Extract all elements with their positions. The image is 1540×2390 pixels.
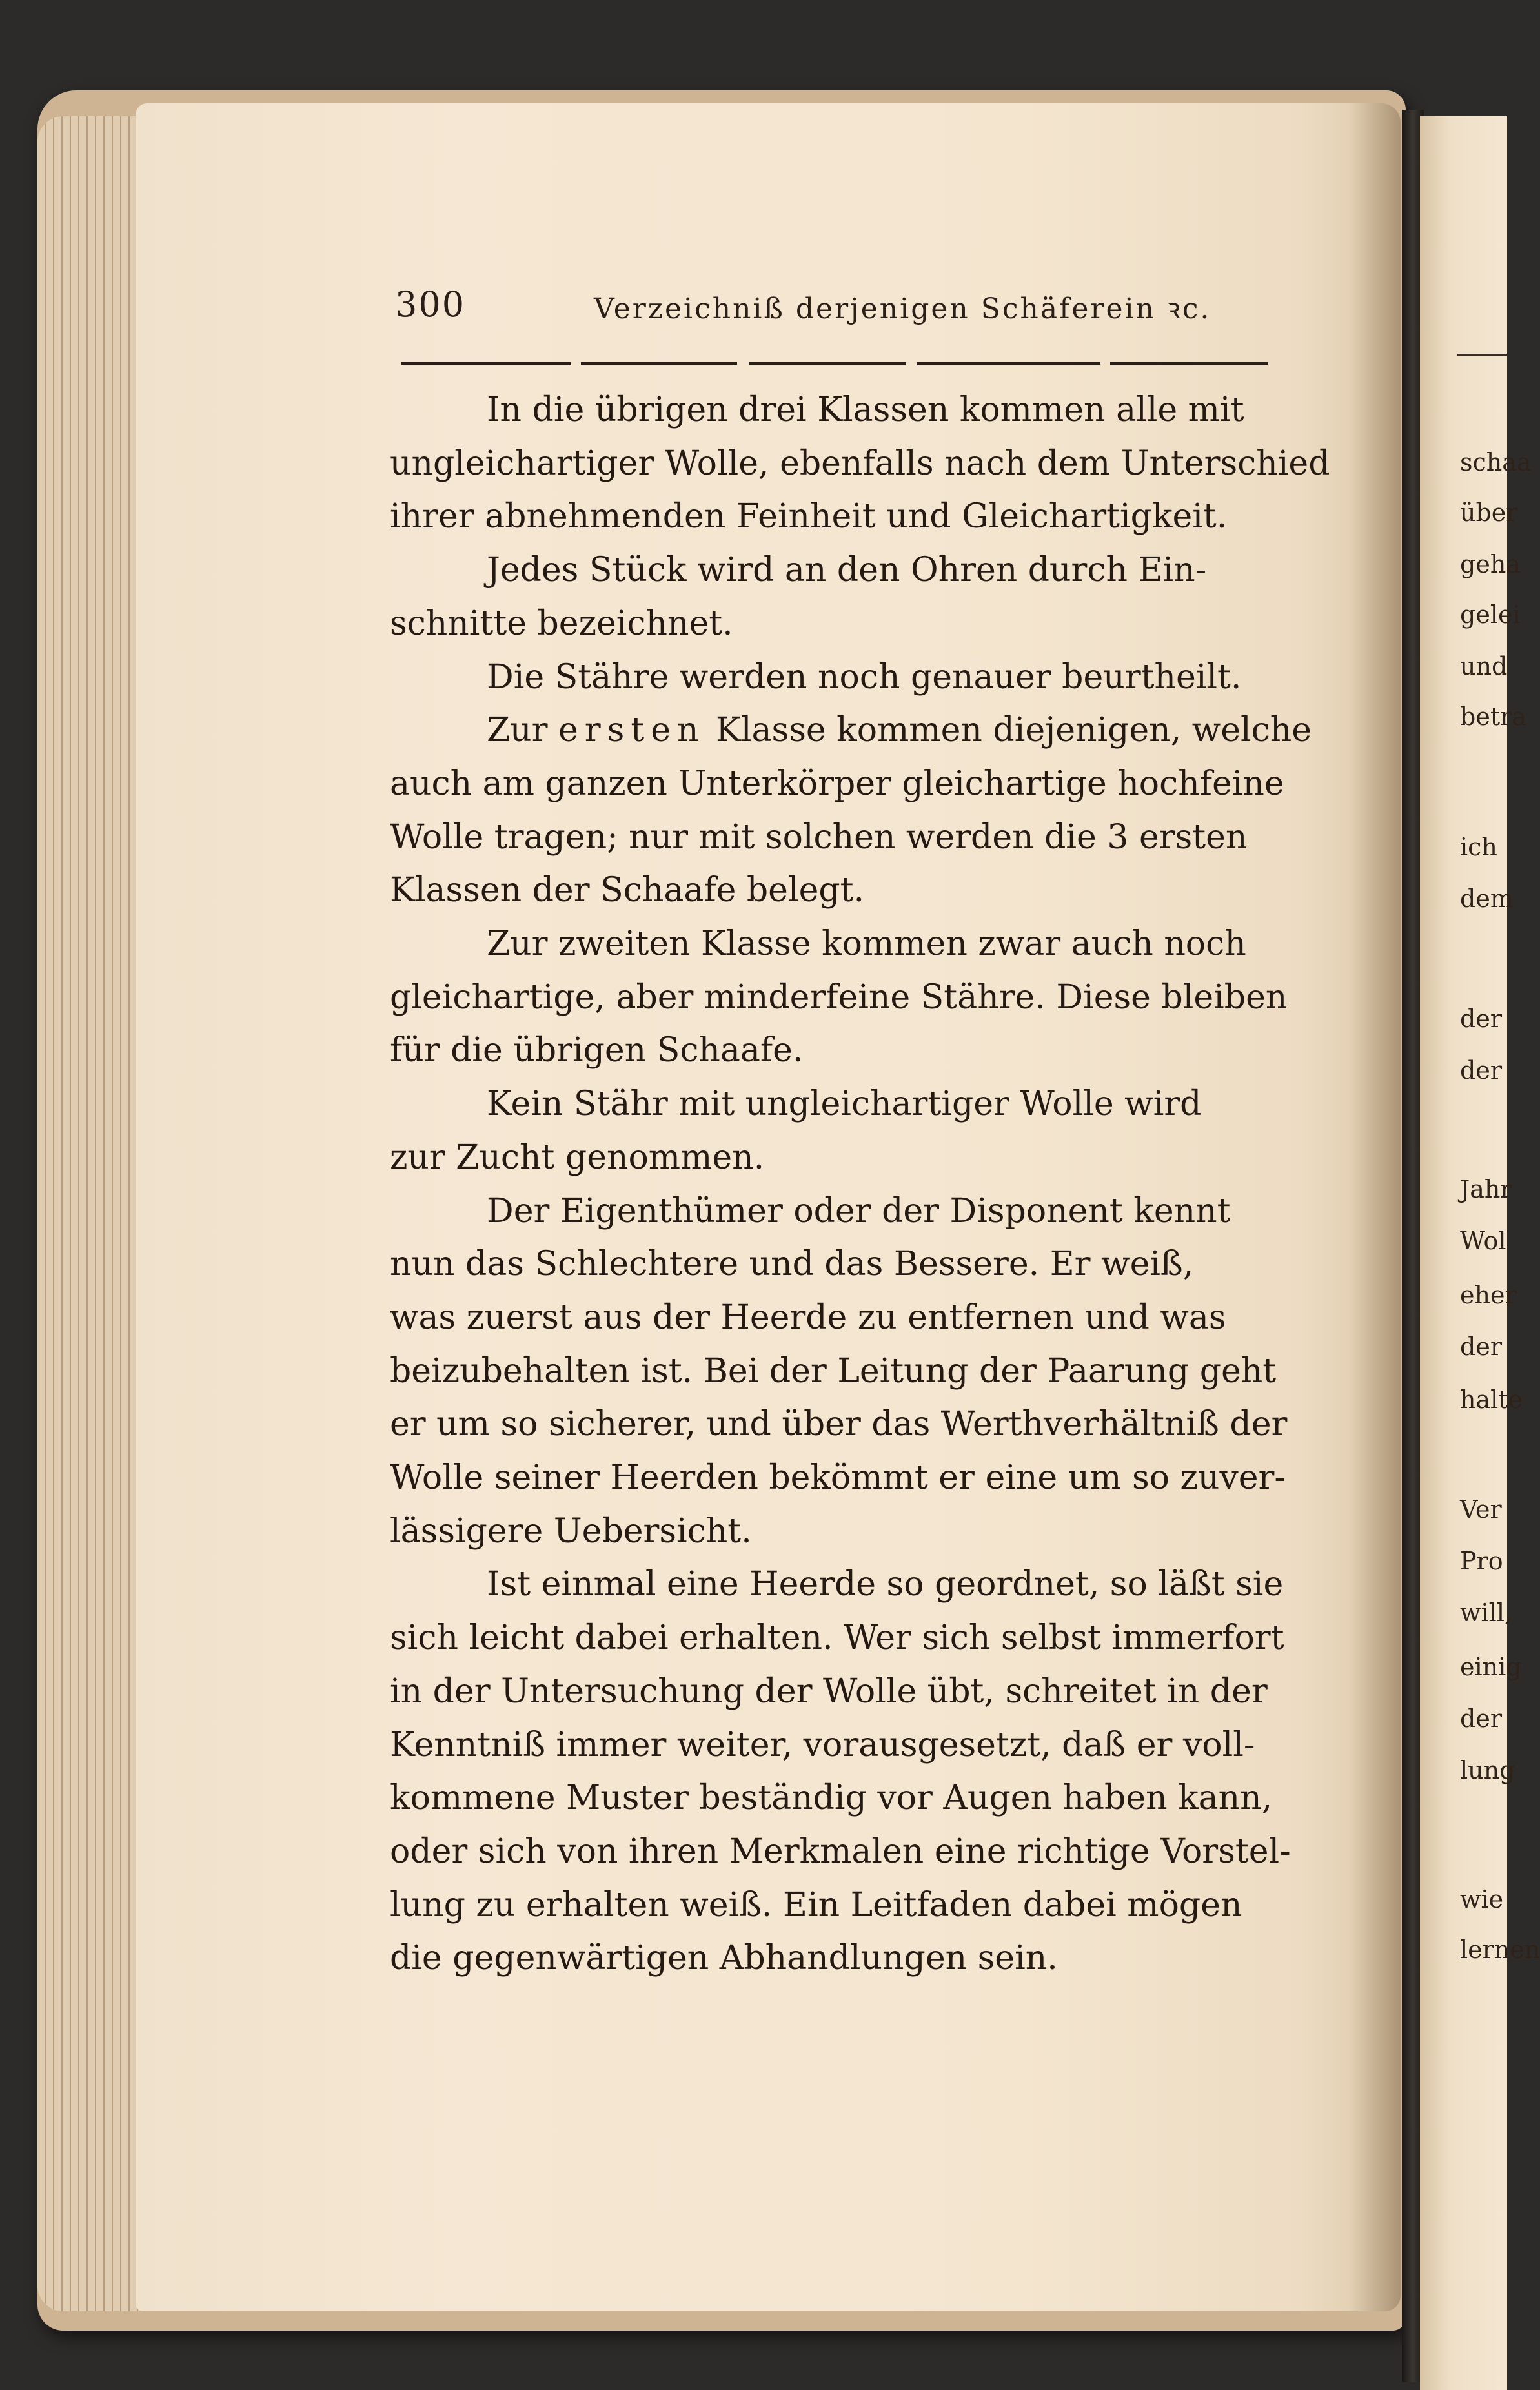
text-line: auch am ganzen Unterkörper gleichartige hochfeine xyxy=(390,764,1284,803)
text-line: Der Eigenthümer oder der Disponent kennt xyxy=(487,1191,1231,1231)
facing-page-word: geha xyxy=(1460,550,1521,578)
facing-page-word: Wol xyxy=(1460,1227,1506,1255)
text-line: Wolle seiner Heerden bekömmt er eine um so zuver- xyxy=(390,1458,1286,1498)
text-line: Zur zweiten Klasse kommen zwar auch noch xyxy=(487,924,1246,964)
facing-page-word: schaa xyxy=(1460,448,1532,476)
facing-page-word: will, xyxy=(1460,1598,1513,1627)
paragraph xyxy=(390,704,1312,917)
header-rule xyxy=(917,362,1100,365)
facing-page-word: ich xyxy=(1460,833,1497,861)
facing-page-word: der xyxy=(1460,1005,1502,1033)
text-line: sich leicht dabei erhalten. Wer sich selbst immerfort xyxy=(390,1619,1284,1658)
facing-page-word: der xyxy=(1460,1704,1502,1733)
text-line: Kenntniß immer weiter, vorausgesetzt, daß er voll- xyxy=(390,1725,1255,1764)
page-number: 300 xyxy=(395,284,466,325)
paragraph xyxy=(390,544,1268,650)
text-line: Kein Stähr mit ungleichartiger Wolle wird xyxy=(487,1085,1202,1124)
emphasis-spaced: ersten xyxy=(558,711,705,750)
running-head xyxy=(395,284,1272,336)
header-rule xyxy=(1110,362,1268,365)
text-line: zur Zucht genommen. xyxy=(390,1138,765,1177)
text-line: Die Stähre werden noch genauer beurtheilt. xyxy=(487,657,1242,697)
text-line: lung zu erhalten weiß. Ein Leitfaden dabei mögen xyxy=(390,1885,1242,1925)
body-text xyxy=(390,383,1330,1985)
text-line: Ist einmal eine Heerde so geordnet, so läßt sie xyxy=(487,1565,1284,1604)
header-title: Verzeichniß derjenigen Schäferein ꝛc. xyxy=(594,292,1211,325)
facing-page-word: Jahr xyxy=(1460,1175,1512,1203)
paragraph xyxy=(390,917,1288,1078)
text-line: ungleichartiger Wolle, ebenfalls nach dem Unterschied xyxy=(390,444,1330,483)
facing-page-word: wie xyxy=(1460,1885,1504,1914)
text-line: nun das Schlechtere und das Bessere. Er weiß, xyxy=(390,1245,1194,1284)
header-rule xyxy=(749,362,906,365)
text-line: schnitte bezeichnet. xyxy=(390,604,733,643)
facing-page-word: betra xyxy=(1460,702,1526,731)
facing-page-word: über xyxy=(1460,498,1518,527)
facing-page-word: dem xyxy=(1460,884,1514,913)
facing-page-word: der xyxy=(1460,1056,1502,1085)
facing-page-word: und xyxy=(1460,652,1508,680)
text-line: ihrer abnehmenden Feinheit und Gleichartigkeit. xyxy=(390,497,1228,536)
right-page-rule xyxy=(1457,354,1507,356)
facing-page-word: Pro xyxy=(1460,1547,1503,1575)
text-line: kommene Muster beständig vor Augen haben kann, xyxy=(390,1779,1273,1818)
paragraph xyxy=(390,651,1268,704)
text-line: die gegenwärtigen Abhandlungen sein. xyxy=(390,1939,1058,1978)
header-rule xyxy=(401,362,571,365)
facing-page-word: eher xyxy=(1460,1281,1517,1309)
facing-page-word: lernen xyxy=(1460,1935,1540,1964)
facing-page-word: einig xyxy=(1460,1653,1522,1681)
header-rule xyxy=(581,362,737,365)
paragraph xyxy=(390,1558,1291,1985)
text-line: Jedes Stück wird an den Ohren durch Ein- xyxy=(487,551,1207,590)
text-line: Zur ersten Klasse kommen diejenigen, welche xyxy=(487,711,1312,750)
text-line: in der Untersuchung der Wolle übt, schreitet in der xyxy=(390,1671,1268,1711)
text-line: beizubehalten ist. Bei der Leitung der Paarung geht xyxy=(390,1351,1277,1391)
text-line: für die übrigen Schaafe. xyxy=(390,1031,804,1070)
facing-page-word: lung xyxy=(1460,1756,1515,1784)
paragraph xyxy=(390,383,1330,544)
text-line: gleichartige, aber minderfeine Stähre. Diese bleiben xyxy=(390,977,1288,1017)
text-line: was zuerst aus der Heerde zu entfernen und was xyxy=(390,1298,1226,1337)
facing-page-word: der xyxy=(1460,1333,1502,1361)
text-line: lässigere Uebersicht. xyxy=(390,1511,752,1551)
text-line: In die übrigen drei Klassen kommen alle mit xyxy=(487,391,1244,429)
paragraph xyxy=(390,1078,1268,1184)
text-line: oder sich von ihren Merkmalen eine richtige Vorstel- xyxy=(390,1832,1291,1871)
text-line: Wolle tragen; nur mit solchen werden die 3 ersten xyxy=(390,817,1248,857)
facing-page-word: halte xyxy=(1460,1385,1523,1414)
paragraph xyxy=(390,1185,1288,1558)
facing-page-word: gelei xyxy=(1460,600,1521,629)
text-line: Klassen der Schaafe belegt. xyxy=(390,871,865,910)
text-line: er um so sicherer, und über das Werthverhältniß der xyxy=(390,1405,1288,1444)
facing-page-word: Ver xyxy=(1460,1495,1502,1524)
